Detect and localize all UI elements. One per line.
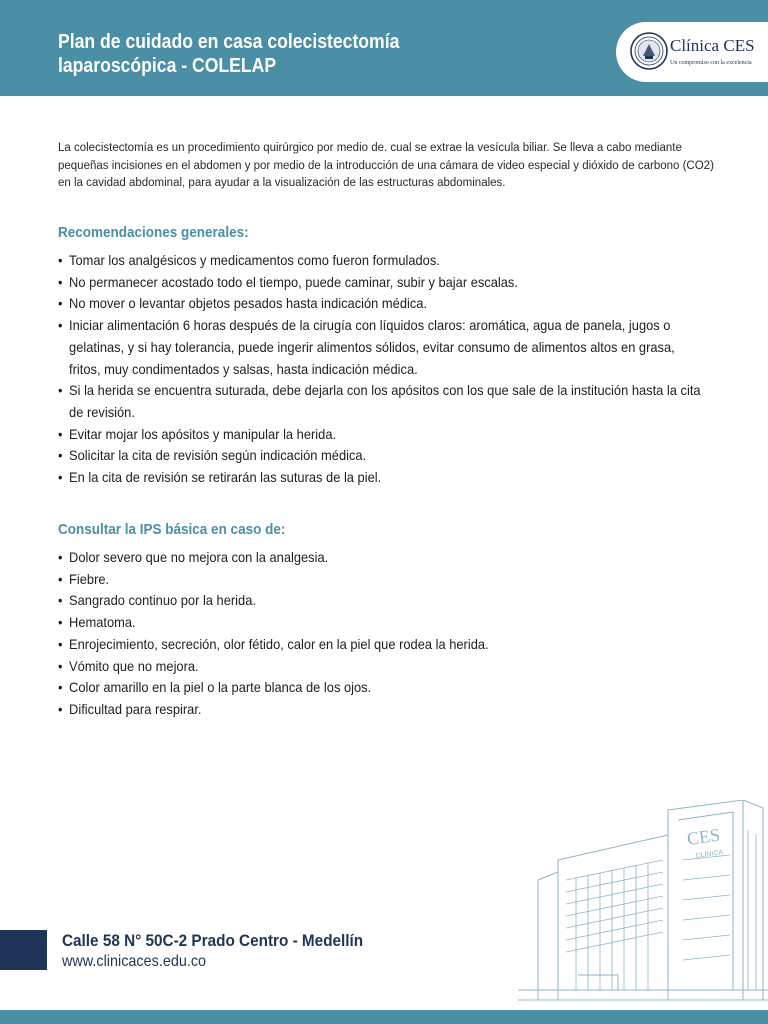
clinic-logo — [616, 22, 768, 82]
list-item — [58, 569, 702, 591]
building-sign-sub: CLÍNICA — [695, 849, 724, 860]
clinic-seal-icon — [630, 32, 668, 70]
bullet-icon: • — [58, 382, 63, 399]
list-item-text: Enrojecimiento, secreción, olor fétido, calor en la piel que rodea la herida. — [69, 635, 489, 652]
list-item — [58, 634, 702, 656]
bullet-icon: • — [58, 295, 63, 312]
page-title — [58, 30, 516, 78]
clinic-name: Clínica CES — [670, 36, 755, 55]
bullet-icon: • — [58, 570, 63, 587]
bullet-icon: • — [58, 425, 63, 442]
list-item — [58, 250, 702, 272]
list-item-text: Si la herida se encuentra suturada, debe dejarla con los apósitos con los que sale de la institución hasta la cita de revisión. — [69, 382, 701, 420]
page-title-line-2: laparoscópica - COLELAP — [58, 55, 277, 77]
list-item-text: Color amarillo en la piel o la parte blanca de los ojos. — [69, 679, 372, 696]
footer-accent-block — [0, 930, 47, 970]
list-item-text: Iniciar alimentación 6 horas después de la cirugía con líquidos claros: aromática, agua de panela, jugos o gelatinas, y si hay tolerancia, puede ingerir alimentos sólidos, evitar consumo de alimentos altos en grasa, fritos, muy condimentados y salsas, hasta indicación médica. — [69, 317, 675, 377]
recommendations-list — [58, 250, 758, 489]
list-item-text: Tomar los analgésicos y medicamentos como fueron formulados. — [69, 252, 440, 268]
list-item-text: No mover o levantar objetos pesados hasta indicación médica. — [69, 295, 428, 312]
footer-bar — [0, 1010, 768, 1024]
list-item — [58, 699, 702, 721]
list-item — [58, 590, 702, 612]
bullet-icon: • — [58, 447, 63, 464]
building-sign: CES — [685, 824, 722, 849]
list-item — [58, 272, 702, 294]
list-item — [58, 424, 702, 446]
consult-list — [58, 547, 758, 721]
footer-website-link[interactable]: www.clinicaces.edu.co — [62, 953, 207, 970]
bullet-icon: • — [58, 252, 63, 268]
page-title-line-1: Plan de cuidado en casa colecistectomía — [58, 31, 400, 53]
list-item-text: Sangrado continuo por la herida. — [69, 592, 256, 609]
bullet-icon: • — [58, 635, 63, 652]
list-item — [58, 315, 702, 380]
list-item-text: Hematoma. — [69, 614, 136, 631]
list-item — [58, 612, 702, 634]
bullet-icon: • — [58, 657, 63, 674]
list-item — [58, 467, 702, 489]
list-item-text: Fiebre. — [69, 570, 110, 587]
list-item-text: En la cita de revisión se retirarán las suturas de la piel. — [69, 469, 382, 486]
list-item — [58, 677, 702, 699]
list-item — [58, 380, 702, 423]
clinic-building-illustration — [518, 800, 768, 1010]
list-item — [58, 293, 702, 315]
recommendations-heading: Recomendaciones generales: — [58, 224, 249, 241]
list-item-text: Evitar mojar los apósitos y manipular la herida. — [69, 425, 337, 442]
bullet-icon: • — [58, 317, 63, 334]
intro-paragraph: La colecistectomía es un procedimiento quirúrgico por medio de. cual se extrae la vesícula biliar. Se lleva a cabo mediante pequeñas incisiones en el abdomen y por medio de la introducción de una cámara de video especial y dióxido de carbono (CO2) en la cavidad abdominal, para ayudar a la visualización de las estructuras abdominales. — [58, 142, 714, 189]
bullet-icon: • — [58, 614, 63, 631]
clinic-tagline: Un compromiso con la excelencia — [670, 60, 752, 66]
consult-heading: Consultar la IPS básica en caso de: — [58, 521, 286, 538]
list-item-text: Dolor severo que no mejora con la analgesia. — [69, 549, 329, 565]
bullet-icon: • — [58, 700, 63, 717]
bullet-icon: • — [58, 592, 63, 609]
bullet-icon: • — [58, 549, 63, 565]
list-item — [58, 547, 702, 569]
list-item-text: Solicitar la cita de revisión según indicación médica. — [69, 447, 367, 464]
list-item-text: No permanecer acostado todo el tiempo, puede caminar, subir y bajar escalas. — [69, 273, 518, 290]
list-item — [58, 445, 702, 467]
bullet-icon: • — [58, 679, 63, 696]
bullet-icon: • — [58, 273, 63, 290]
list-item — [58, 656, 702, 678]
footer-address: Calle 58 N° 50C-2 Prado Centro - Medellín — [62, 931, 364, 950]
list-item-text: Dificultad para respirar. — [69, 700, 202, 717]
header-bar — [0, 0, 768, 96]
bullet-icon: • — [58, 469, 63, 486]
list-item-text: Vómito que no mejora. — [69, 657, 199, 674]
